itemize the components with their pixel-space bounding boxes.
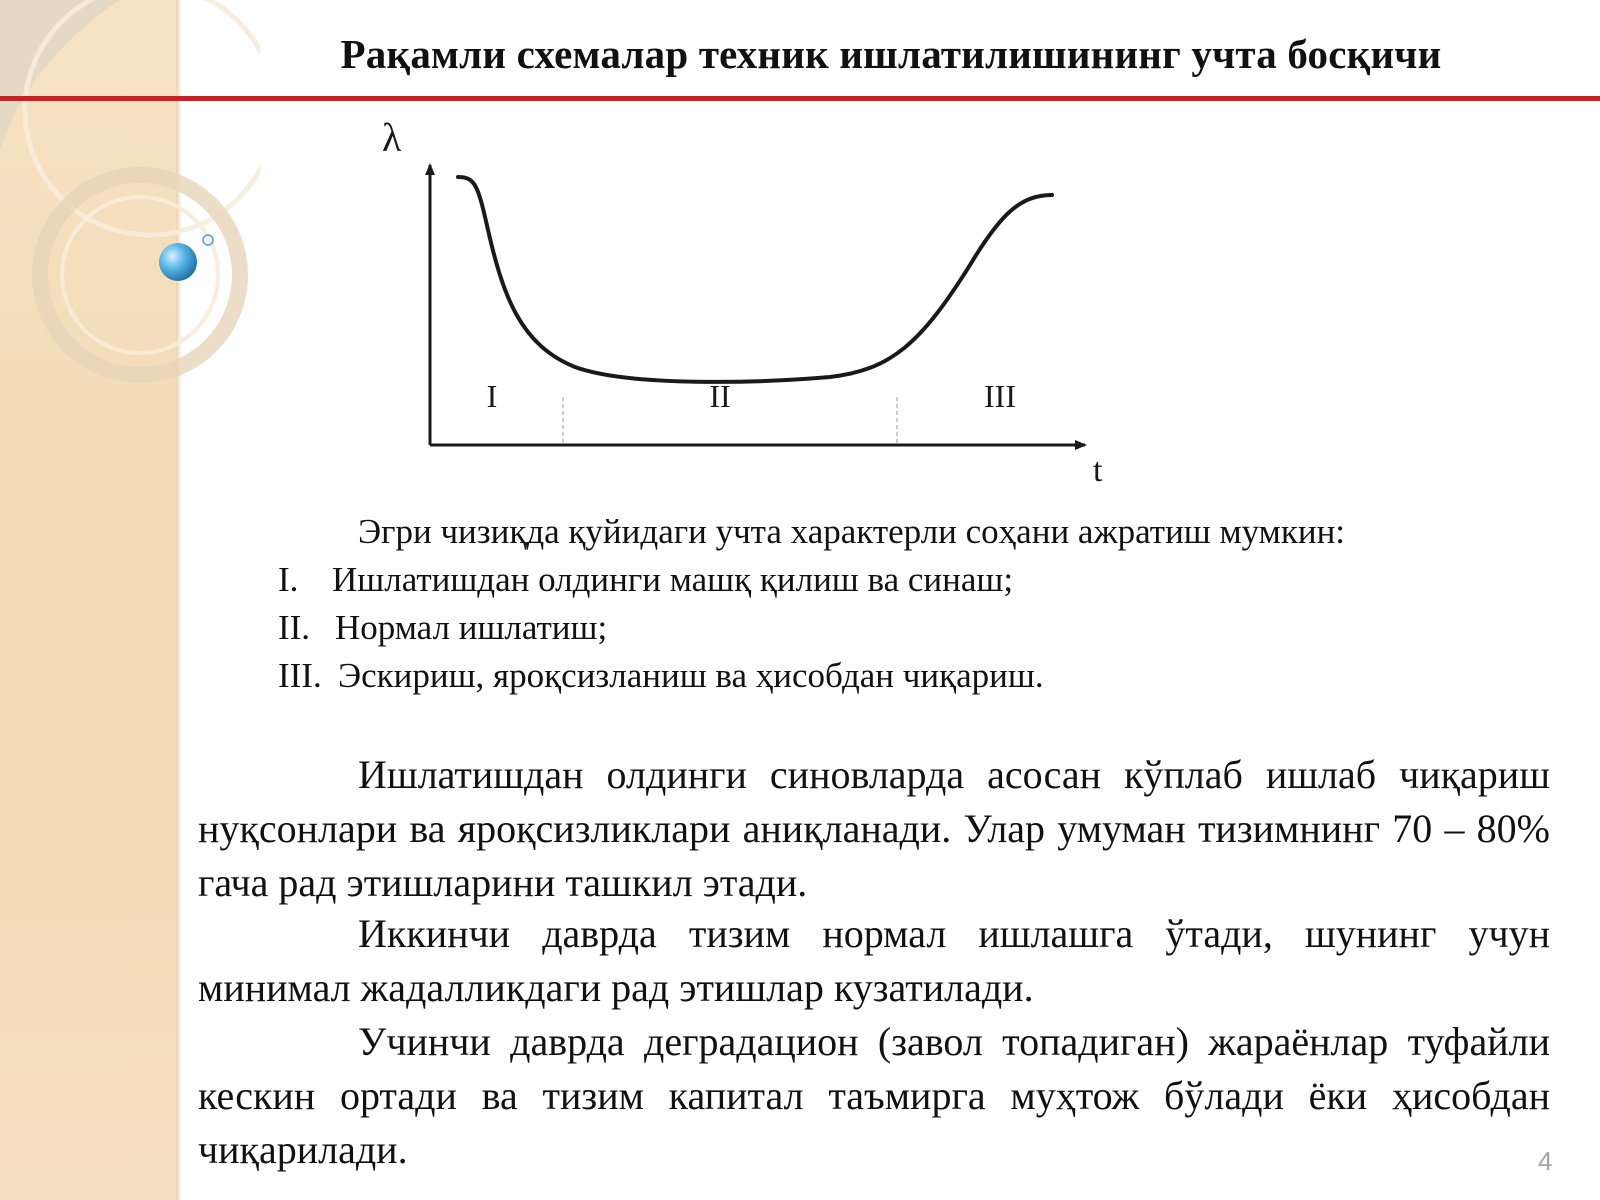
paragraph-text: Ишлатишдан олдинги синовларда асосан кўплаб ишлаб чиқариш нуқсонлари ва яроқсизликлари аниқланади. Улар умуман тизимнинг 70 – 80% гача рад этишларини ташкил этади. [198,752,1550,905]
list-item [278,608,607,648]
list-item-text: Нормал ишлатиш; [335,608,608,647]
list-item [278,656,1044,696]
intro-text: Эгри чизиқда қуйидаги учта характерли соҳани ажратиш мумкин: [358,512,1346,551]
paragraph-text: Иккинчи даврда тизим нормал ишлашга ўтади, шунинг учун минимал жадалликдаги рад этишлар кузатилади. [198,911,1550,1010]
ring-large-shape [40,175,240,375]
region-label-3: III [984,378,1016,414]
blue-orb-icon [159,243,197,281]
region-label-1: I [486,378,498,414]
ring-inner-shape [62,197,218,353]
list-item-number: II. [278,608,311,647]
paragraph-normal-operation [198,907,1550,1015]
title-rule [0,96,1600,101]
page-number: 4 [1538,1146,1553,1176]
list-item-text: Ишлатишдан олдинги машқ қилиш ва синаш; [332,560,1014,599]
list-item [278,560,1013,600]
page-title: Рақамли схемалар техник ишлатилишининг учта босқичи [340,31,1442,77]
x-axis-label: t [1093,452,1103,489]
paragraph-text: Учинчи даврда деградацион (завол топадиган) жараёнлар туфайли кескин ортади ва тизим капитал таъмирга муҳтож бўлади ёки ҳисобдан чиқарилади. [198,1019,1550,1172]
paragraph-degradation [198,1015,1553,1177]
list-item-number: I. [278,560,299,599]
region-label-2: II [709,378,731,414]
paragraph-pretesting [198,748,1550,910]
list-item-text: Эскириш, яроқсизланиш ва ҳисобдан чиқариш. [338,656,1044,695]
y-axis-label: λ [382,115,402,160]
failure-rate-diagram [360,105,1120,495]
list-item-number: III. [278,656,322,695]
bathtub-curve [458,177,1052,382]
